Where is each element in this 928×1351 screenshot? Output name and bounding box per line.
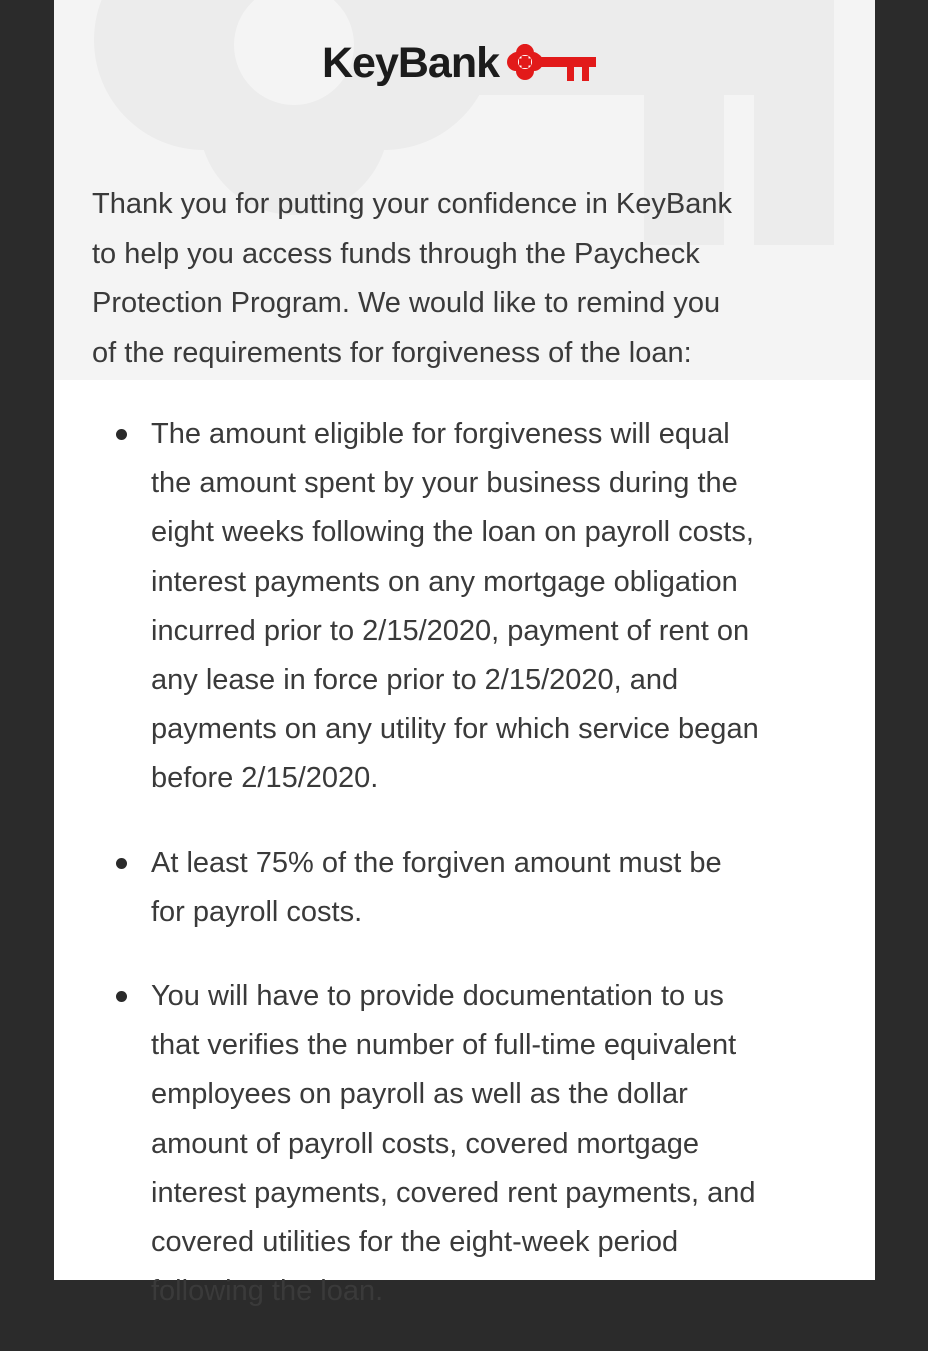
list-item-line: covered utilities for the eight-week period	[151, 1226, 679, 1259]
bullet-icon	[116, 429, 127, 440]
bullet-icon	[116, 858, 127, 869]
intro-line: Thank you for putting your confidence in KeyBank	[92, 188, 732, 220]
email-body	[54, 0, 875, 1308]
list-item	[92, 410, 852, 804]
list-item-line: following the loan.	[151, 1275, 384, 1308]
list-item-line: that verifies the number of full-time equivalent	[151, 1029, 737, 1062]
list-item	[92, 972, 852, 1316]
keybank-key-icon	[505, 38, 605, 90]
list-item-line: amount of payroll costs, covered mortgage	[151, 1127, 700, 1160]
list-item-line: for payroll costs.	[151, 895, 363, 928]
bullet-icon	[116, 991, 127, 1002]
intro-paragraph	[92, 180, 842, 378]
list-item	[92, 839, 852, 937]
intro-line: to help you access funds through the Paycheck	[92, 237, 700, 270]
list-item-line: any lease in force prior to 2/15/2020, and	[151, 664, 679, 697]
list-item-line: You will have to provide documentation to us	[151, 980, 724, 1013]
list-item-line: payments on any utility for which service began	[151, 713, 759, 746]
list-item-line: before 2/15/2020.	[151, 762, 379, 795]
list-item-line: The amount eligible for forgiveness will equal	[151, 418, 730, 450]
list-item-line: the amount spent by your business during the	[151, 467, 738, 500]
intro-line: of the requirements for forgiveness of the loan:	[92, 336, 692, 369]
keybank-logo[interactable]	[322, 36, 605, 90]
list-item-line: employees on payroll as well as the dollar	[151, 1078, 688, 1111]
intro-line: Protection Program. We would like to remind you	[92, 287, 721, 319]
list-item-line: At least 75% of the forgiven amount must be	[151, 846, 722, 879]
requirements-list	[92, 410, 852, 1351]
logo-wordmark: KeyBank	[322, 38, 500, 87]
list-item-line: incurred prior to 2/15/2020, payment of rent on	[151, 614, 750, 647]
list-item-line: interest payments, covered rent payments, and	[151, 1176, 756, 1209]
list-item-line: eight weeks following the loan on payroll costs,	[151, 516, 754, 549]
list-item-line: interest payments on any mortgage obligation	[151, 565, 738, 598]
